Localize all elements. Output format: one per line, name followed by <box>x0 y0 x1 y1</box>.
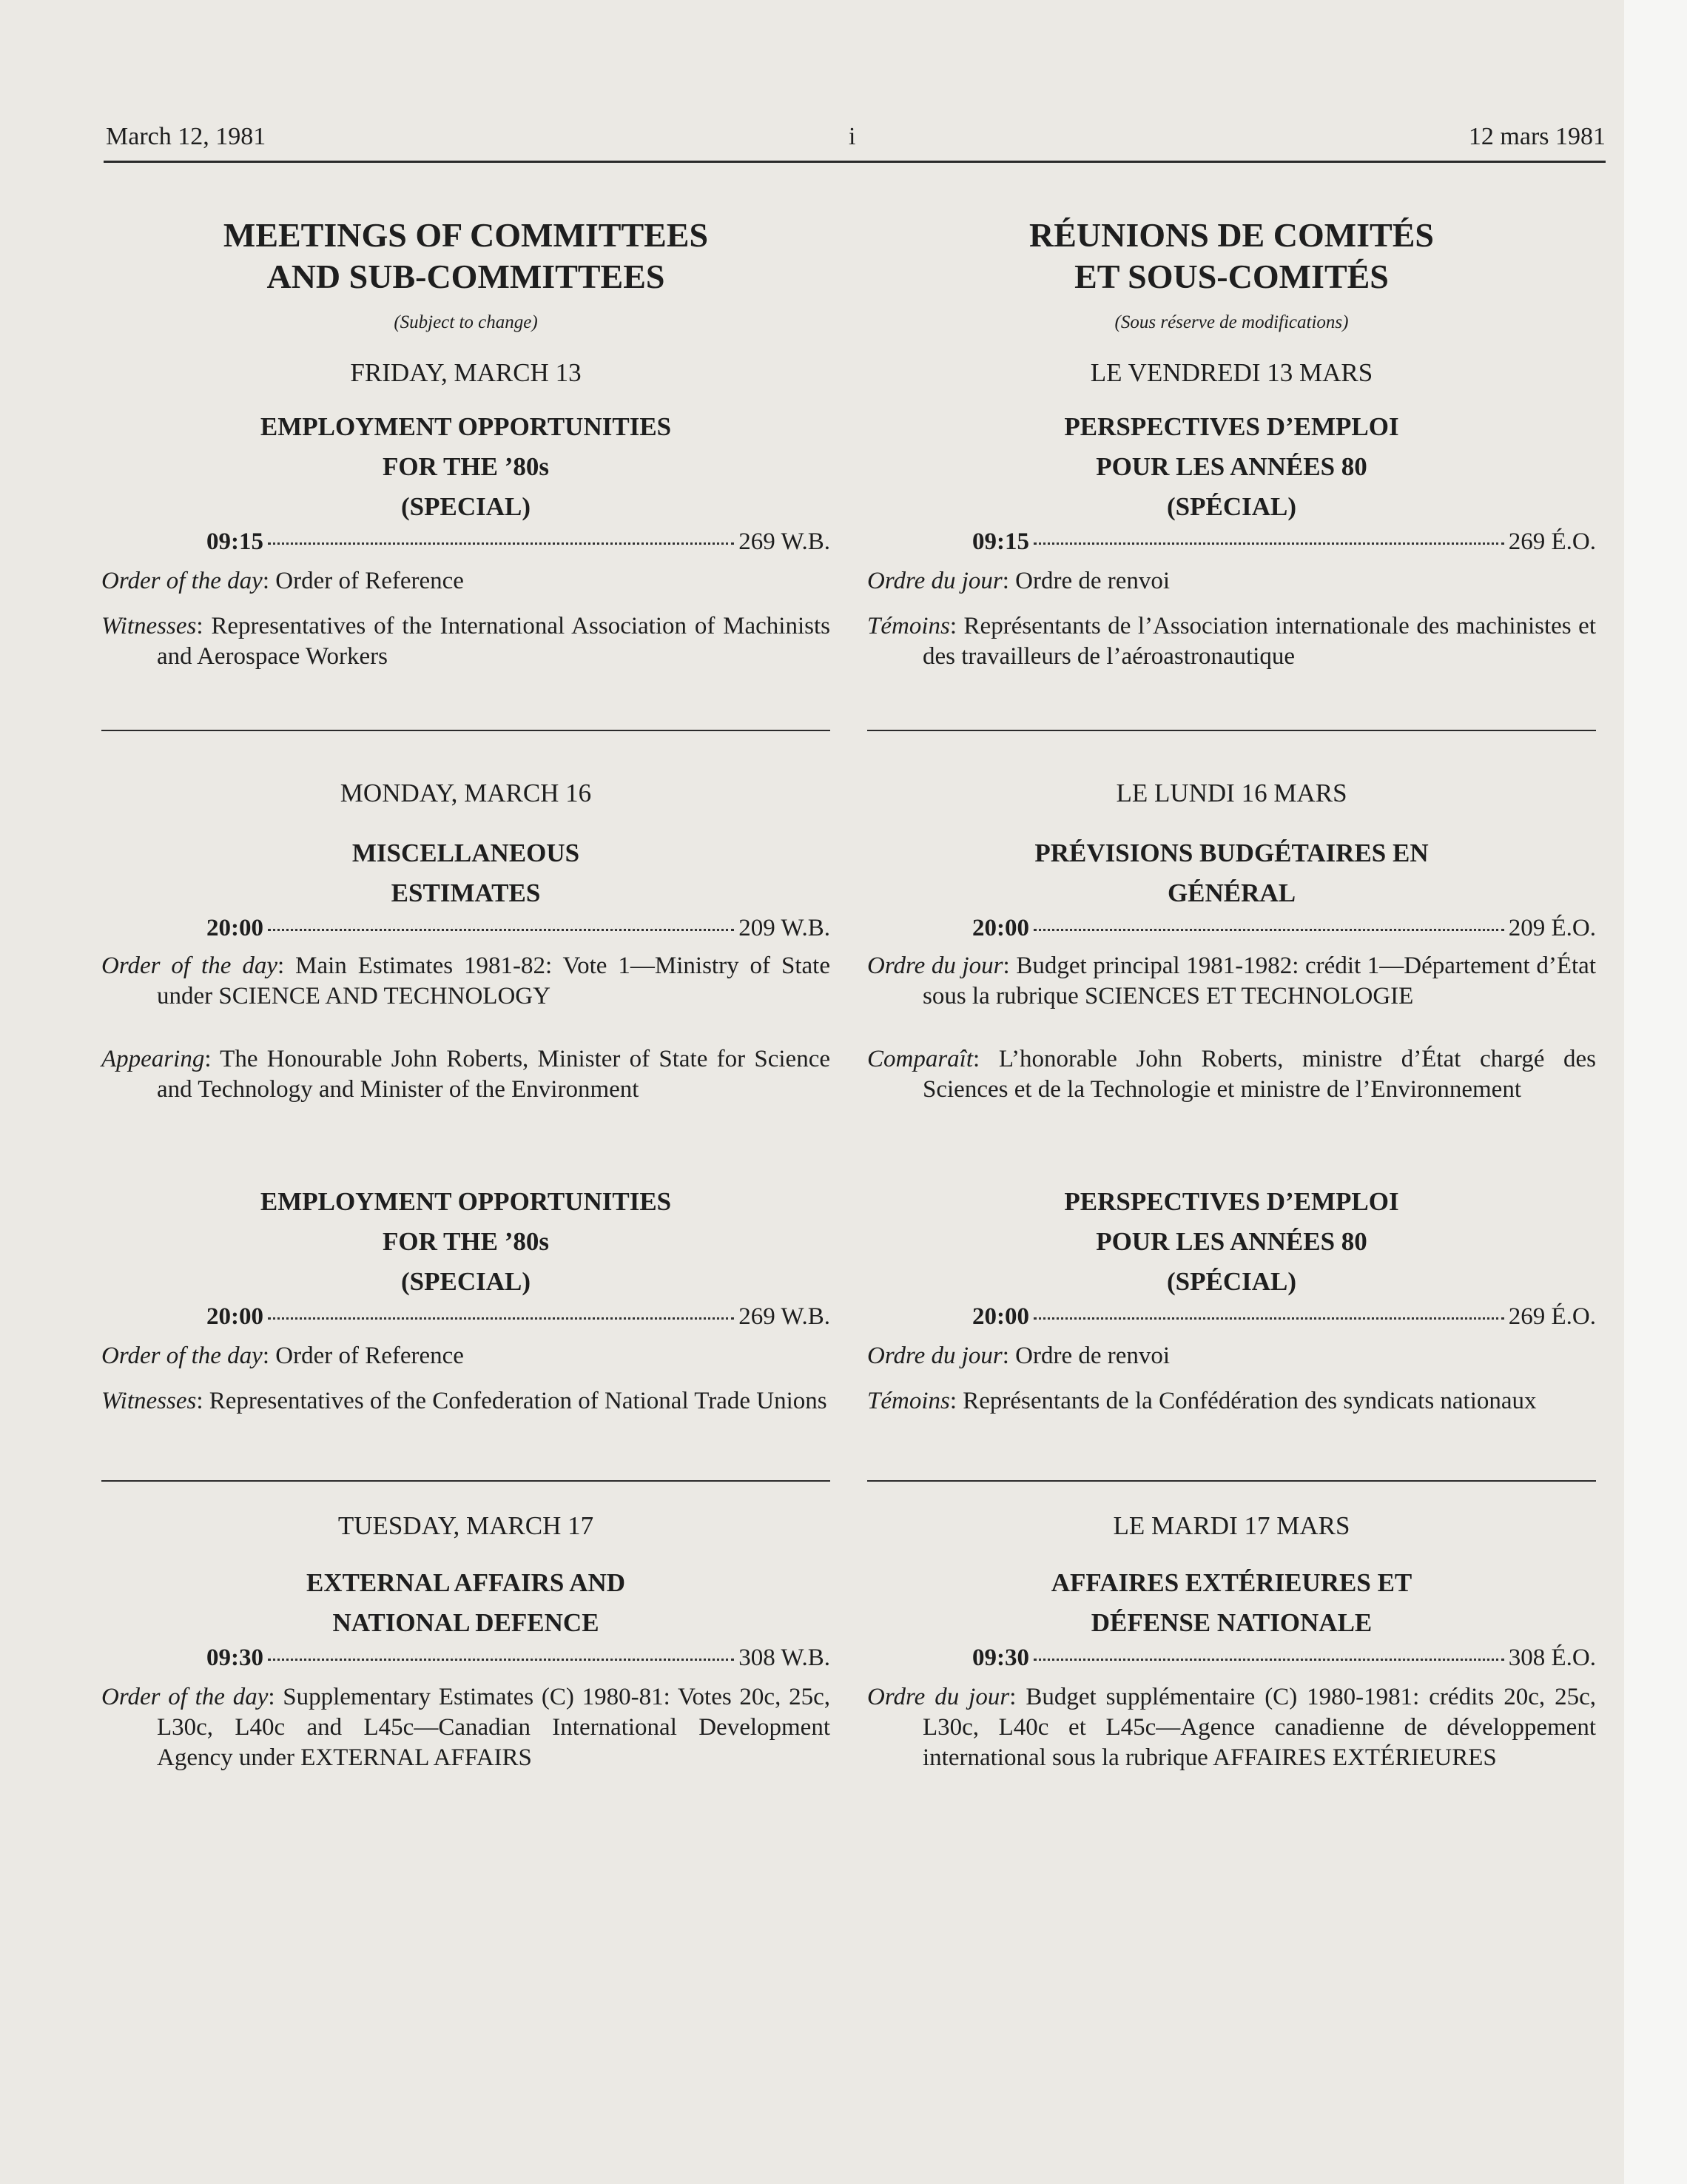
time-location-line <box>867 1303 1596 1331</box>
day-heading: LE MARDI 17 MARS <box>1113 1511 1350 1540</box>
main-title-line1: RÉUNIONS DE COMITÉS <box>1029 216 1434 254</box>
para-label: Order of the day <box>101 952 277 979</box>
dot-leader <box>1034 542 1504 545</box>
header-date-english: March 12, 1981 <box>106 123 266 150</box>
committee-title-line: (SPÉCIAL) <box>1166 492 1297 521</box>
para-text: : L’honorable John Roberts, ministre d’État chargé des Sciences et de la Technologie et ministre de l’Environnement <box>923 1046 1596 1103</box>
meeting-time: 09:30 <box>972 1644 1029 1671</box>
para-label: Appearing <box>101 1046 205 1072</box>
witnesses <box>101 1386 830 1417</box>
order-of-day <box>867 1682 1596 1773</box>
committee-title-line: MISCELLANEOUS <box>351 839 580 867</box>
order-of-day <box>101 1682 830 1773</box>
dot-leader <box>268 1317 734 1320</box>
committee-title-line: FOR THE ’80s <box>383 1227 549 1256</box>
meeting-time: 09:15 <box>206 528 263 555</box>
committee-title-line: NATIONAL DEFENCE <box>332 1608 599 1637</box>
day-heading: LE LUNDI 16 MARS <box>1116 779 1347 807</box>
page-margin-strip <box>1624 0 1687 2184</box>
order-of-day <box>101 566 830 597</box>
para-text: : Main Estimates 1981-82: Vote 1—Ministry of State under SCIENCE AND TECHNOLOGY <box>157 952 830 1009</box>
committee-title-line: (SPÉCIAL) <box>1166 1267 1297 1296</box>
appearing <box>101 1044 830 1105</box>
meeting-room: 308 É.O. <box>1508 1644 1596 1671</box>
para-label: Témoins <box>867 1388 950 1414</box>
meeting-room: 209 W.B. <box>738 915 830 941</box>
day-heading: TUESDAY, MARCH 17 <box>337 1511 594 1540</box>
dot-leader <box>1034 1317 1504 1320</box>
dot-leader <box>268 1659 734 1661</box>
committee-title-line: PERSPECTIVES D’EMPLOI <box>1064 1187 1399 1216</box>
main-title-line1: MEETINGS OF COMMITTEES <box>223 216 709 254</box>
meeting-room: 269 W.B. <box>738 528 830 555</box>
day-heading: MONDAY, MARCH 16 <box>340 779 592 807</box>
time-location-line <box>101 528 830 556</box>
para-label: Ordre du jour <box>867 1343 1003 1369</box>
appearing <box>867 1044 1596 1105</box>
para-text: : Ordre de renvoi <box>1002 1343 1171 1369</box>
main-title-line2: ET SOUS-COMITÉS <box>1074 258 1389 295</box>
meeting-room: 269 É.O. <box>1508 1303 1596 1330</box>
committee-title-line: PRÉVISIONS BUDGÉTAIRES EN <box>1034 839 1429 867</box>
header-page-number: i <box>849 123 856 150</box>
time-location-line <box>867 1644 1596 1672</box>
section-rule <box>101 1480 830 1482</box>
committee-title-line: (SPECIAL) <box>400 492 531 521</box>
para-text: : Budget supplémentaire (C) 1980-1981: crédits 20c, 25c, L30c, L40c et L45c—Agence canadienne de développement international sous la rubrique AFFAIRES EXTÉRIEURES <box>923 1684 1596 1771</box>
committee-title-line: EMPLOYMENT OPPORTUNITIES <box>260 412 672 441</box>
committee-title-line: AFFAIRES EXTÉRIEURES ET <box>1051 1568 1412 1597</box>
witnesses <box>867 611 1596 672</box>
dot-leader <box>1034 929 1504 931</box>
order-of-day <box>101 951 830 1012</box>
order-of-day <box>867 1341 1596 1371</box>
header-rule <box>104 161 1606 163</box>
para-text: : Représentants de la Confédération des syndicats nationaux <box>949 1388 1537 1414</box>
time-location-line <box>101 1644 830 1672</box>
section-rule <box>867 730 1596 731</box>
dot-leader <box>1034 1659 1504 1661</box>
committee-title-line: ESTIMATES <box>391 878 541 907</box>
para-label: Order of the day <box>101 1684 269 1710</box>
meeting-time: 09:30 <box>206 1644 263 1671</box>
para-text: : Supplementary Estimates (C) 1980-81: Votes 20c, 25c, L30c, L40c and L45c—Canadian International Development Agency under EXTERNAL AFFAIRS <box>157 1684 830 1771</box>
time-location-line <box>101 915 830 942</box>
section-rule <box>867 1480 1596 1482</box>
dot-leader <box>268 542 734 545</box>
committee-title-line: GÉNÉRAL <box>1167 878 1296 907</box>
subject-note: (Subject to change) <box>394 312 538 332</box>
order-of-day <box>867 566 1596 597</box>
witnesses <box>101 611 830 672</box>
para-text: : Order of Reference <box>262 1343 464 1369</box>
meeting-room: 269 É.O. <box>1508 528 1596 555</box>
subject-note: (Sous réserve de modifications) <box>1114 312 1349 332</box>
meeting-time: 20:00 <box>972 1303 1029 1330</box>
meeting-time: 20:00 <box>206 1303 263 1330</box>
committee-title-line: EMPLOYMENT OPPORTUNITIES <box>260 1187 672 1216</box>
section-rule <box>101 730 830 731</box>
para-text: : Budget principal 1981-1982: crédit 1—Département d’État sous la rubrique SCIENCES ET TECHNOLOGIE <box>923 952 1596 1009</box>
day-heading: FRIDAY, MARCH 13 <box>350 358 582 387</box>
time-location-line <box>101 1303 830 1331</box>
para-text: : Représentants de l’Association internationale des machinistes et des travailleurs de l’aéroastronautique <box>923 613 1596 670</box>
committee-title-line: FOR THE ’80s <box>383 452 549 481</box>
para-label: Witnesses <box>101 613 197 639</box>
para-text: : Order of Reference <box>262 568 464 594</box>
para-label: Témoins <box>867 613 950 639</box>
committee-title-line: DÉFENSE NATIONALE <box>1091 1608 1373 1637</box>
para-text: : The Honourable John Roberts, Minister of State for Science and Technology and Minister of the Environment <box>157 1046 830 1103</box>
committee-title-line: POUR LES ANNÉES 80 <box>1096 1227 1367 1256</box>
para-label: Order of the day <box>101 1343 263 1369</box>
para-label: Comparaît <box>867 1046 974 1072</box>
witnesses <box>867 1386 1596 1417</box>
header-date-french: 12 mars 1981 <box>1468 123 1606 150</box>
day-heading: LE VENDREDI 13 MARS <box>1090 358 1373 387</box>
time-location-line <box>867 915 1596 942</box>
meeting-room: 269 W.B. <box>738 1303 830 1330</box>
meeting-room: 308 W.B. <box>738 1644 830 1671</box>
main-title-line2: AND SUB-COMMITTEES <box>266 258 665 295</box>
meeting-time: 20:00 <box>206 915 263 941</box>
para-label: Ordre du jour <box>867 1684 1010 1710</box>
para-text: : Representatives of the Confederation of National Trade Unions <box>196 1388 827 1414</box>
french-column <box>867 215 1596 1773</box>
committee-title-line: (SPECIAL) <box>400 1267 531 1296</box>
time-location-line <box>867 528 1596 556</box>
order-of-day <box>867 951 1596 1012</box>
para-text: : Ordre de renvoi <box>1002 568 1171 594</box>
committee-title-line: POUR LES ANNÉES 80 <box>1096 452 1367 481</box>
para-label: Witnesses <box>101 1388 197 1414</box>
para-label: Order of the day <box>101 568 263 594</box>
meeting-time: 09:15 <box>972 528 1029 555</box>
para-label: Ordre du jour <box>867 952 1003 979</box>
committee-title-line: EXTERNAL AFFAIRS AND <box>306 1568 626 1597</box>
order-of-day <box>101 1341 830 1371</box>
meeting-time: 20:00 <box>972 915 1029 941</box>
english-column <box>101 215 830 1773</box>
committee-title-line: PERSPECTIVES D’EMPLOI <box>1064 412 1399 441</box>
para-label: Ordre du jour <box>867 568 1003 594</box>
meeting-room: 209 É.O. <box>1508 915 1596 941</box>
para-text: : Representatives of the International Association of Machinists and Aerospace Workers <box>157 613 830 670</box>
dot-leader <box>268 929 734 931</box>
